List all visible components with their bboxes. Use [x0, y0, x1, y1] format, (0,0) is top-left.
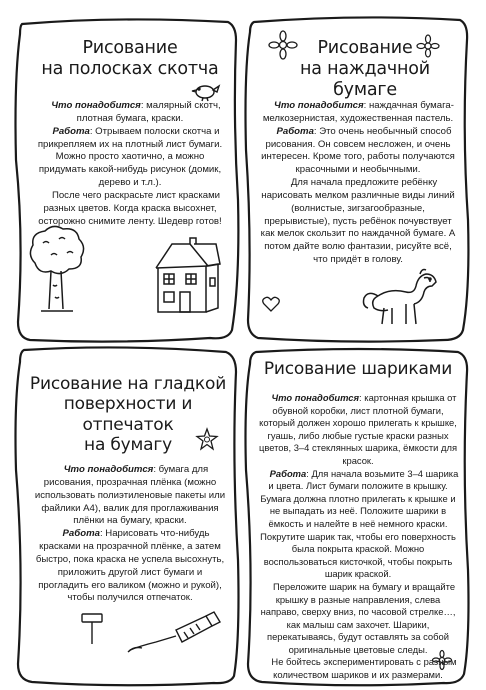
paint-roller-icon: [80, 612, 104, 646]
title-line-1: Рисование на гладкой: [29, 374, 227, 394]
title-line-2: на полосках скотча: [41, 59, 219, 79]
flower-icon: [268, 30, 298, 60]
work-text: : Отрываем полоски скотча и прикрепляем их на плотный лист бумаги. Можно просто хаотично, а можно придумать какой-нибудь рисунок (домик, дерево и т.л.).: [37, 125, 223, 189]
title-line-2: поверхности и отпечаток: [63, 394, 193, 435]
card-marble-drawing: [250, 356, 464, 681]
what-needed-label: Что понадобится: [274, 100, 364, 111]
card-title: [260, 359, 456, 379]
title-line-2: на наждачной бумаге: [300, 59, 430, 100]
card-body: [256, 392, 460, 682]
bird-icon: [190, 80, 220, 102]
card-title: [40, 38, 220, 80]
paragraph: Переложите шарик на бумагу и вращайте крышку в разные направления, слева направо, сверху вниз, по часовой стрелке…, как малыш сам захочет. Шарики, перекатываясь, будут оставлять за собой оригинальные цветовые следы.: [260, 580, 456, 655]
flower-icon: [432, 650, 452, 670]
what-needed-text: : малярный скотч, плотная бумага, краски.: [76, 100, 221, 124]
card-body: [34, 100, 226, 228]
work-label: Работа: [276, 125, 314, 137]
paragraph: После чего раскрасьте лист красками разных цветов. Когда краска высохнет, осторожно снимите ленту. Шедевр готов!: [38, 189, 222, 227]
card-body: [260, 100, 456, 267]
card-body: [32, 464, 228, 605]
pony-icon: [360, 268, 440, 328]
title-line-1: Рисование: [82, 38, 178, 58]
what-needed-label: Что понадобится: [63, 464, 154, 475]
flower-icon: [416, 34, 440, 58]
work-label: Работа: [62, 528, 100, 540]
work-text: : Нарисовать что-нибудь красками на прозрачной плёнке, а затем быстро, пока краска не успела высохнуть, приложить другой лист бумаги и прогладить его валиком (можно и рукой), чтобы получился отпечаток.: [35, 528, 225, 604]
work-text: : Для начала возьмите 3–4 шарика и цвета. Лист бумаги положите в крышку. Бумага должна плотно прилегать к крышке и не выпадать из неё. Положите шарики в ёмкость и налейте в неё немного краски. Покрутите шарик так, чтобы его поверхность была покрыта краской. Можно воспользоваться кисточкой, чтобы покрыть шарик краской.: [260, 467, 459, 580]
what-needed-text: : бумага для рисования, прозрачная плёнка (можно использовать полиэтиленовые пакеты или файлики А4), валик для проглаживания плёнки на бумагу, краски.: [34, 464, 226, 527]
title-line-1: Рисование: [317, 38, 413, 58]
what-needed-text: : наждачная бумага-мелкозернистая, художественная пастель.: [262, 100, 454, 124]
work-label: Работа: [52, 125, 90, 137]
heart-icon: [262, 296, 280, 312]
work-label: Работа: [269, 467, 307, 479]
paragraph: Не бойтесь экспериментировать с разным количеством шариков и их размерами.: [271, 656, 457, 681]
title-line-1: Рисование шариками: [263, 359, 453, 379]
paragraph: Для начала предложите ребёнку нарисовать мелком различные виды линий (волнистые, зигзагообразные, прерывистые), пусть ребёнок почувствует как мелок скользит по наждачной бумаге. А потом дайте волю фантазии, рисуйте всё, что придёт в голову.: [260, 177, 456, 266]
house-icon: [150, 238, 222, 316]
title-line-3: на бумагу: [84, 435, 172, 456]
work-text: : Это очень необычный способ рисования. Он совсем несложен, и очень интересен. Кроме того, работы получаются красочными и необычными.: [261, 125, 455, 176]
brush-and-paint-tube-icon: [126, 606, 222, 656]
tree-icon: [25, 225, 87, 313]
what-needed-text: : картонная крышка от обувной коробки, лист плотной бумаги, который должен хорошо прилегать к крышке, гуашь, либо любые густые краски разных цветов, 3–4 стеклянных шарика, ёмкости для красок.: [258, 392, 458, 466]
what-needed-label: Что понадобится: [51, 100, 141, 111]
what-needed-label: Что понадобится: [271, 392, 360, 403]
star-icon: [196, 428, 218, 450]
